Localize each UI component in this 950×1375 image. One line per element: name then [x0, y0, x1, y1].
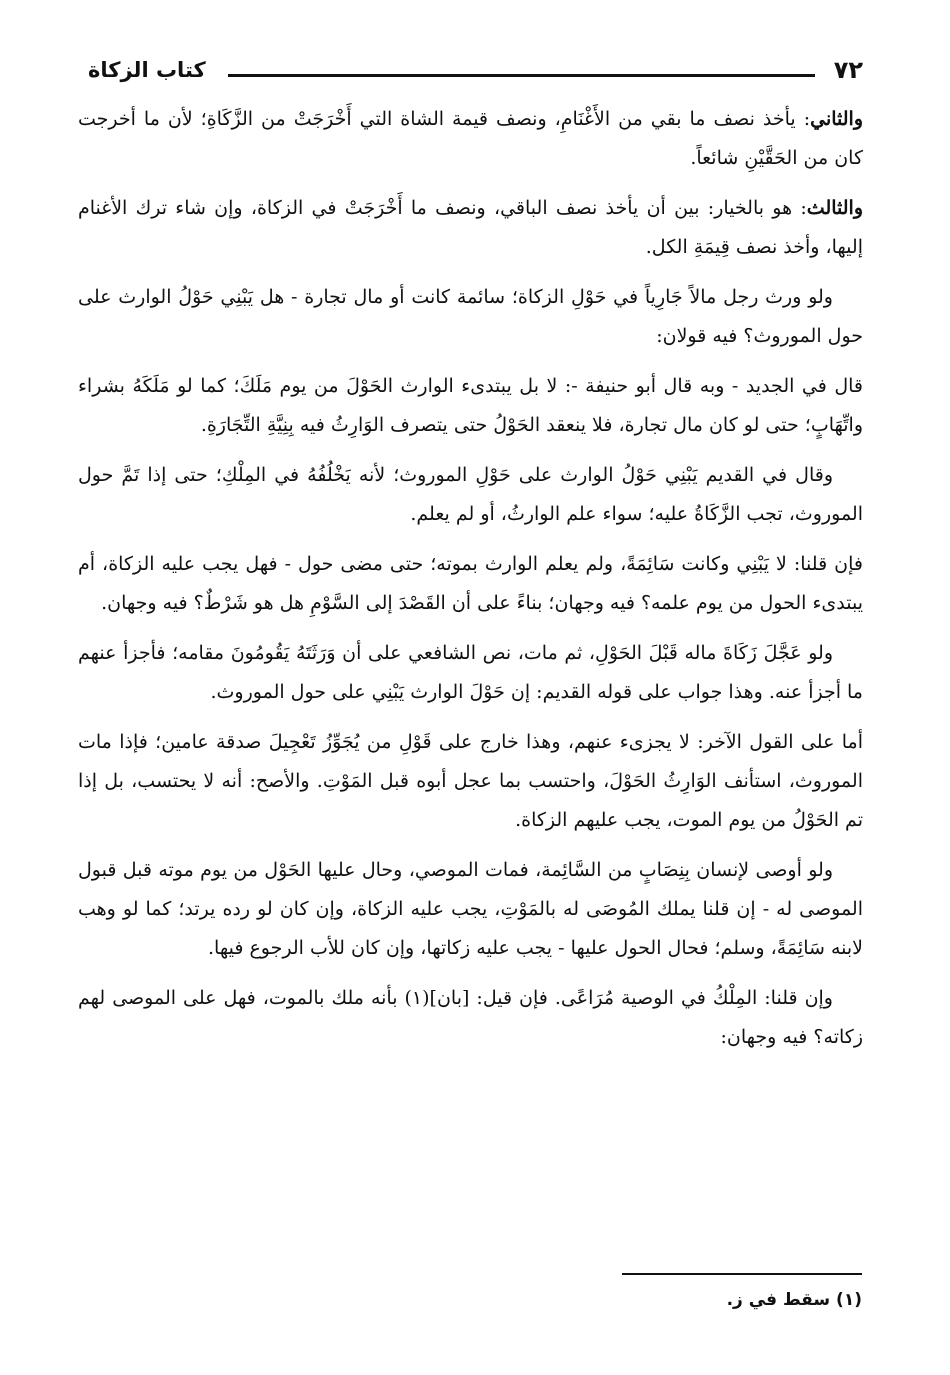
page-header [88, 52, 863, 92]
paragraph-text: : يأخذ نصف ما بقي من الأَغْنَامِ، ونصف قيمة الشاة التي أَخْرَجَتْ من الزَّكَاةِ؛ لأن ما أخرجت كان من الحَقَّيْنِ شائعاً. [78, 108, 863, 169]
running-title: كتاب الزكاة [88, 58, 206, 82]
paragraph-text: : هو بالخيار: بين أن يأخذ نصف الباقي، ونصف ما أَخْرَجَتْ في الزكاة، وإن شاء ترك الأغنام إليها، وأخذ نصف قِيمَةِ الكل. [78, 197, 863, 258]
paragraph-7 [78, 634, 863, 712]
paragraph-text: فإن قلنا: لا يَبْنِي وكانت سَائِمَةً، ولم يعلم الوارث بموته؛ حتى مضى حول - فهل يجب عليه الزكاة، أم يبتدىء الحول من يوم علمه؟ فيه وجهان؛ بناءً على أن القَصْدَ إلى السَّوْمِ هل هو شَرْطٌ؟ فيه وجهان. [78, 553, 863, 614]
footnote: (١) سقط في ز. [726, 1290, 862, 1310]
paragraph-6 [78, 545, 863, 623]
paragraph-text: وقال في القديم يَبْنِي حَوْلُ الوارث على حَوْلِ الموروث؛ لأنه يَخْلُفُهُ في المِلْكِ؛ حتى إذا تَمَّ حول الموروث، تجب الزَّكَاةُ عليه؛ سواء علم الوارثُ، أو لم يعلم. [78, 464, 863, 525]
paragraph-lead: والثالث [806, 197, 863, 219]
paragraph-10 [78, 979, 863, 1057]
paragraph-lead: والثاني [810, 108, 863, 130]
page-number: ٧٢ [833, 56, 863, 84]
body-text [78, 100, 863, 1068]
footnote-rule [622, 1273, 862, 1275]
paragraph-4 [78, 367, 863, 445]
header-rule [228, 74, 815, 77]
paragraph-text: ولو أوصى لإنسان بِنِصَابٍ من السَّائِمة، فمات الموصي، وحال عليها الحَوْل من يوم موته قبل قبول الموصى له - إن قلنا يملك المُوصَى له بالمَوْتِ، يجب عليه الزكاة، وإن كان لو رده يرتد؛ كما لو وهب لابنه سَائِمَةً، وسلم؛ فحال الحول عليها - يجب عليه زكاتها، وإن كان للأب الرجوع فيها. [78, 859, 863, 959]
paragraph-2 [78, 189, 863, 267]
paragraph-text: أما على القول الآخر: لا يجزىء عنهم، وهذا خارج على قَوْلِ من يُجَوِّزُ تَعْجِيلَ صدقة عامين؛ فإذا مات الموروث، استأنف الوَارِثُ الحَوْلَ، واحتسب بما عجل أبوه قبل المَوْتِ. والأصح: أنه لا يحتسب، بل إذا تم الحَوْلُ من يوم الموت، يجب عليهم الزكاة. [78, 731, 863, 831]
paragraph-text: ولو ورث رجل مالاً جَارِياً في حَوْلِ الزكاة؛ سائمة كانت أو مال تجارة - هل يَبْنِي حَوْلُ الوارث على حول الموروث؟ فيه قولان: [78, 286, 863, 347]
paragraph-3 [78, 278, 863, 356]
paragraph-9 [78, 851, 863, 968]
paragraph-1 [78, 100, 863, 178]
paragraph-5 [78, 456, 863, 534]
paragraph-text: وإن قلنا: المِلْكُ في الوصية مُرَاعًى. فإن قيل: [بان](١) بأنه ملك بالموت، فهل على الموصى لهم زكاته؟ فيه وجهان: [78, 987, 863, 1048]
paragraph-text: قال في الجديد - وبه قال أبو حنيفة -: لا بل يبتدىء الوارث الحَوْلَ من يوم مَلَكَ؛ كما لو مَلَكَهُ بشراء واتِّهَابٍ؛ حتى لو كان مال تجارة، فلا ينعقد الحَوْلُ حتى يتصرف الوَارِثُ فيه بِنِيَّةِ التِّجَارَةِ. [78, 375, 863, 436]
paragraph-8 [78, 723, 863, 840]
paragraph-text: ولو عَجَّلَ زَكَاةَ ماله قَبْلَ الحَوْلِ، ثم مات، نص الشافعي على أن وَرَثَتَهُ يَقُومُونَ مقامه؛ فأجزأ عنهم ما أجزأ عنه. وهذا جواب على قوله القديم: إن حَوْلَ الوارث يَبْنِي على حول الموروث. [78, 642, 863, 703]
